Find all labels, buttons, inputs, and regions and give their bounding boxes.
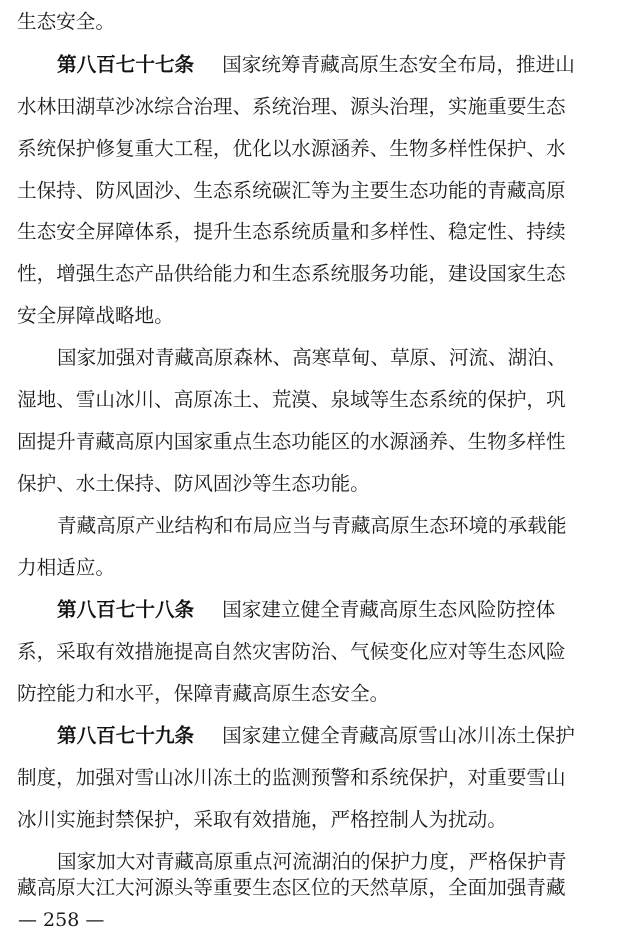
article-number: 第八百七十七条 — [57, 53, 195, 76]
text-line: 国家加强对青藏高原森林、高寒草甸、草原、河流、湖泊、 — [57, 346, 567, 369]
text-span: 国家统筹青藏高原生态安全布局，推进山 — [222, 53, 575, 76]
text-line: 水林田湖草沙冰综合治理、系统治理、源头治理，实施重要生态 — [17, 95, 566, 118]
page-number: — 258 — — [18, 909, 105, 931]
text-line: 系统保护修复重大工程，优化以水源涵养、生物多样性保护、水 — [17, 137, 566, 160]
article-number: 第八百七十九条 — [57, 724, 195, 747]
article-first-line — [57, 48, 625, 82]
text-line: 藏高原大江大河源头等重要生态区位的天然草原，全面加强青藏 — [17, 876, 566, 899]
article-first-line — [57, 719, 625, 753]
text-span: 国家建立健全青藏高原雪山冰川冻土保护 — [222, 724, 575, 747]
article-number: 第八百七十八条 — [57, 598, 195, 621]
text-line: 防控能力和水平，保障青藏高原生态安全。 — [17, 682, 390, 705]
article-first-line — [57, 593, 625, 627]
text-line: 国家加大对青藏高原重点河流湖泊的保护力度，严格保护青 — [57, 850, 567, 873]
text-line: 安全屏障战略地。 — [17, 304, 174, 327]
text-line: 制度，加强对雪山冰川冻土的监测预警和系统保护，对重要雪山 — [17, 766, 566, 789]
text-line: 生态安全屏障体系，提升生态系统质量和多样性、稳定性、持续 — [17, 220, 566, 243]
text-line: 青藏高原产业结构和布局应当与青藏高原生态环境的承载能 — [57, 514, 567, 537]
text-line: 固提升青藏高原内国家重点生态功能区的水源涵养、生物多样性 — [17, 430, 566, 453]
text-line: 冰川实施封禁保护，采取有效措施，严格控制人为扰动。 — [17, 808, 507, 831]
text-line: 土保持、防风固沙、生态系统碳汇等为主要生态功能的青藏高原 — [17, 179, 566, 202]
text-span: 国家建立健全青藏高原生态风险防控体 — [222, 598, 556, 621]
text-line: 力相适应。 — [17, 556, 115, 579]
text-line: 生态安全。 — [17, 10, 115, 33]
text-line: 保护、水土保持、防风固沙等生态功能。 — [17, 472, 370, 495]
text-line: 性，增强生态产品供给能力和生态系统服务功能，建设国家生态 — [17, 262, 566, 285]
text-line: 系，采取有效措施提高自然灾害防治、气候变化应对等生态风险 — [17, 640, 566, 663]
text-line: 湿地、雪山冰川、高原冻土、荒漠、泉域等生态系统的保护，巩 — [17, 388, 566, 411]
